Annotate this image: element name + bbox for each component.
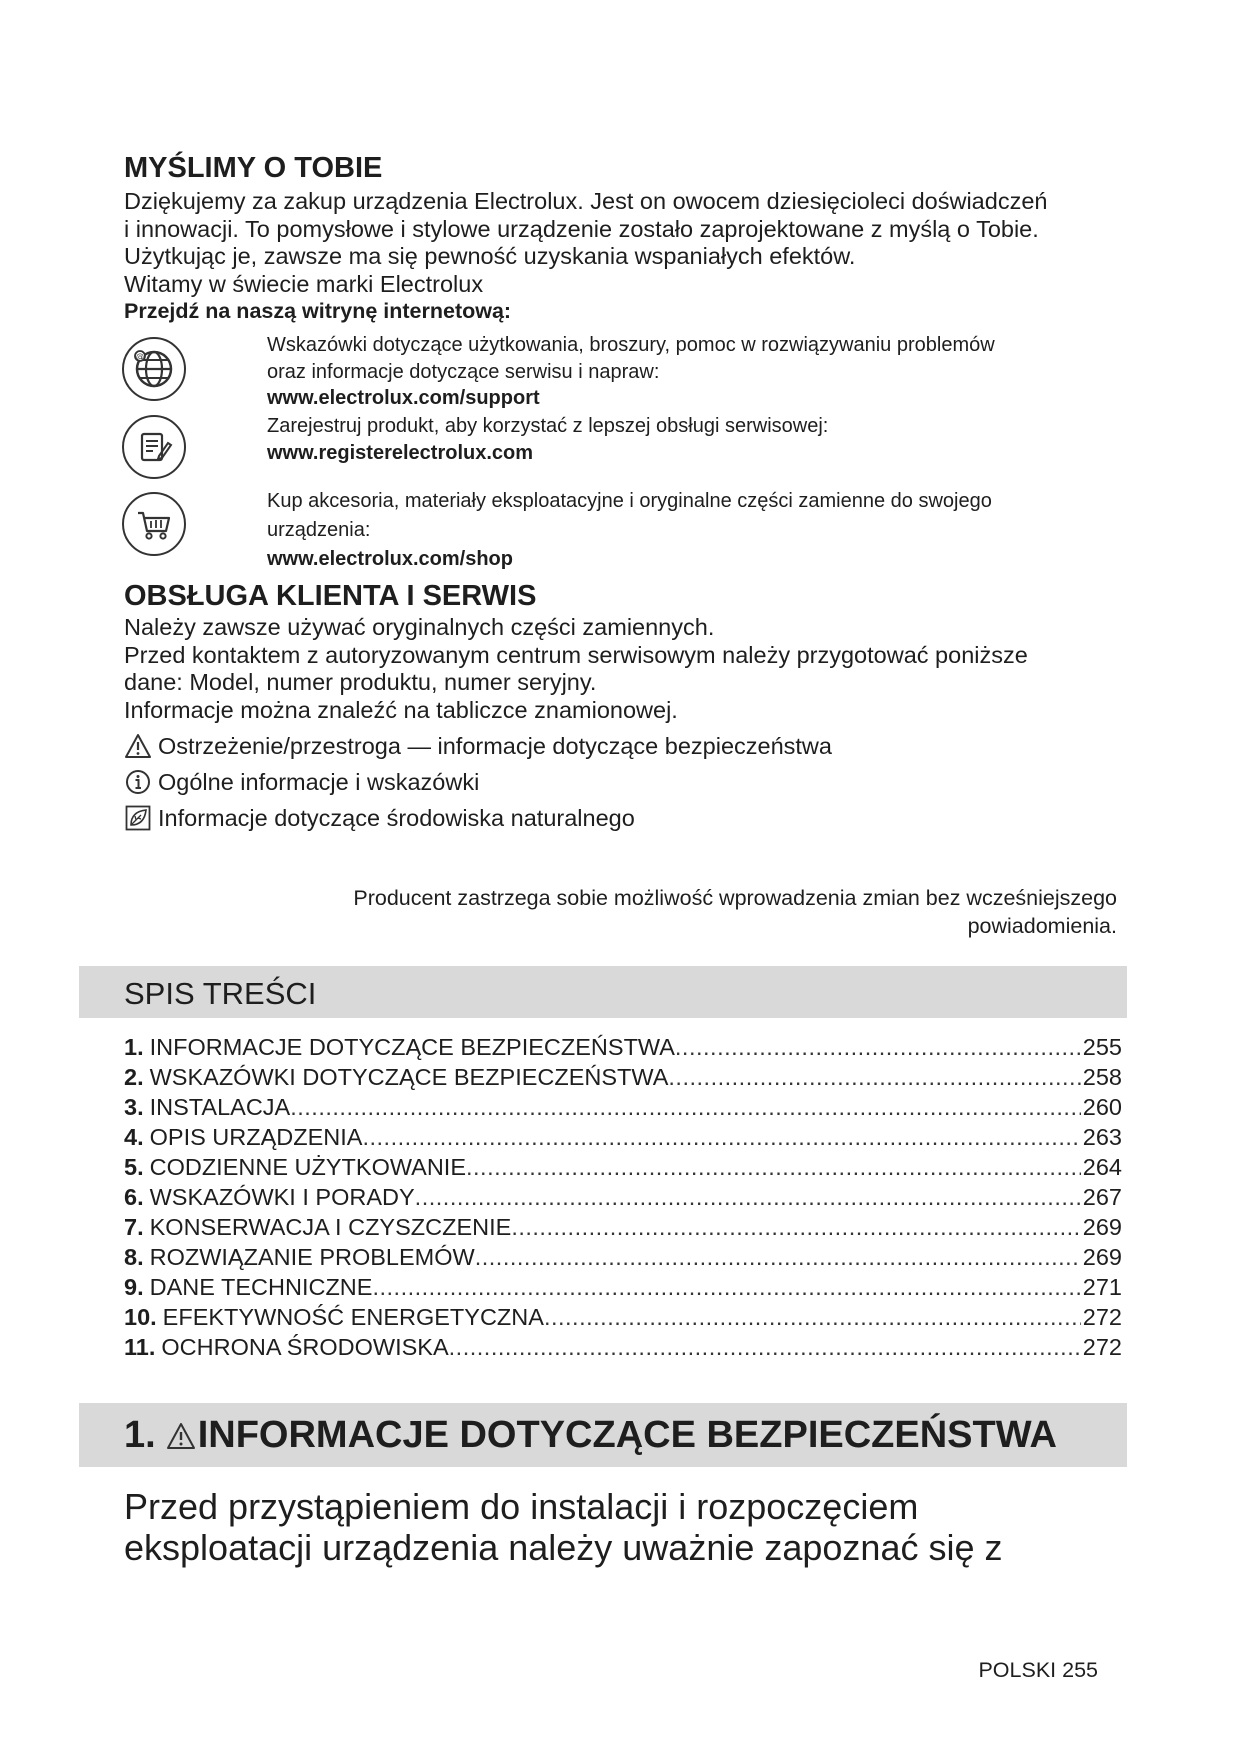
website-prompt: Przejdź na naszą witrynę internetową: [124, 299, 512, 323]
web-link-register [267, 413, 1107, 466]
section1-heading [124, 1414, 1057, 1457]
legend-text: Ogólne informacje i wskazówki [158, 768, 480, 795]
svg-text:@: @ [136, 352, 144, 361]
toc-leader-dots [449, 1332, 1081, 1362]
toc-leader-dots [415, 1182, 1081, 1212]
toc-entry-page: 271 [1082, 1274, 1122, 1300]
toc-entry-page: 272 [1082, 1304, 1122, 1330]
web-link-text: Wskazówki dotyczące użytkowania, broszury, pomoc w rozwiązywaniu problemów [267, 334, 995, 356]
toc-entry[interactable] [124, 1212, 1122, 1242]
toc-entry-page: 258 [1082, 1064, 1122, 1090]
legend-warning [124, 732, 832, 760]
toc-header-band [79, 966, 1127, 1018]
service-line: dane: Model, numer produktu, numer seryjny. [124, 669, 597, 695]
disclaimer [217, 884, 1117, 940]
toc-leader-dots [511, 1212, 1080, 1242]
intro-line: Użytkując je, zawsze ma się pewność uzyskania wspaniałych efektów. [124, 243, 856, 269]
info-circle-icon [124, 768, 152, 796]
warning-triangle-icon [166, 1422, 196, 1450]
web-link-text: oraz informacje dotyczące serwisu i napraw: [267, 360, 660, 383]
toc-entry-label: INSTALACJA [149, 1094, 291, 1120]
service-line: Informacje można znaleźć na tabliczce znamionowej. [124, 696, 678, 723]
toc-entry-number: 3. [124, 1094, 144, 1120]
section1-number: 1. [124, 1414, 156, 1456]
service-title: OBSŁUGA KLIENTA I SERWIS [124, 580, 537, 612]
toc-entry-number: 6. [124, 1184, 144, 1210]
toc-leader-dots [675, 1032, 1081, 1062]
service-text [124, 614, 1124, 724]
web-link-text: Zarejestruj produkt, aby korzystać z lepszej obsługi serwisowej: [267, 415, 829, 437]
toc-entry-label: WSKAZÓWKI DOTYCZĄCE BEZPIECZEŃSTWA [149, 1064, 669, 1090]
toc-entry-label: CODZIENNE UŻYTKOWANIE [149, 1154, 466, 1180]
toc-entry-page: 269 [1082, 1214, 1122, 1240]
toc-entry[interactable] [124, 1302, 1122, 1332]
intro-line: Dziękujemy za zakup urządzenia Electrolux. Jest on owocem dziesięcioleci doświadczeń [124, 188, 1048, 214]
toc-entry[interactable] [124, 1182, 1122, 1212]
toc-entry-page: 255 [1082, 1034, 1122, 1060]
toc-leader-dots [362, 1122, 1080, 1152]
toc-entry-page: 263 [1082, 1124, 1122, 1150]
toc-leader-dots [544, 1302, 1081, 1332]
service-line: Należy zawsze używać oryginalnych części zamiennych. [124, 614, 715, 640]
legend-info [124, 768, 479, 796]
register-document-icon [122, 415, 186, 479]
disclaimer-line: powiadomienia. [967, 914, 1117, 938]
toc-entry-number: 2. [124, 1064, 144, 1090]
toc-entry-label: DANE TECHNICZNE [149, 1274, 373, 1300]
toc-entry-label: OCHRONA ŚRODOWISKA [161, 1334, 449, 1360]
toc-title: SPIS TREŚCI [124, 976, 317, 1011]
leaf-icon [124, 804, 152, 832]
legend-text: Ostrzeżenie/przestroga — informacje dotyczące bezpieczeństwa [158, 732, 832, 759]
section1-intro-line: eksploatacji urządzenia należy uważnie zapoznać się z [124, 1527, 1003, 1568]
web-link-support [267, 332, 1107, 412]
service-line: Przed kontaktem z autoryzowanym centrum serwisowym należy przygotować poniższe [124, 641, 1028, 668]
toc-entry[interactable] [124, 1332, 1122, 1362]
page-footer: POLSKI 255 [978, 1658, 1098, 1682]
toc-entry-page: 260 [1082, 1094, 1122, 1120]
toc-entry[interactable] [124, 1092, 1122, 1122]
toc-entry-page: 272 [1082, 1334, 1122, 1360]
intro-text [124, 188, 1124, 326]
web-link-shop [267, 487, 1107, 574]
toc-entry-number: 7. [124, 1214, 144, 1240]
toc-entry-label: EFEKTYWNOŚĆ ENERGETYCZNA [162, 1304, 544, 1330]
globe-icon [122, 337, 186, 401]
web-link-text: urządzenia: [267, 519, 371, 541]
intro-line: Witamy w świecie marki Electrolux [124, 270, 484, 297]
warning-triangle-icon [124, 732, 152, 760]
toc-entry-page: 264 [1082, 1154, 1122, 1180]
toc-leader-dots [475, 1242, 1081, 1272]
toc-entry-label: KONSERWACJA I CZYSZCZENIE [149, 1214, 512, 1240]
section1-header-band [79, 1403, 1127, 1467]
toc-entry-number: 11. [124, 1334, 156, 1360]
toc-leader-dots [290, 1092, 1081, 1122]
toc-entry-label: WSKAZÓWKI I PORADY [149, 1184, 415, 1210]
toc-entry-number: 1. [124, 1034, 144, 1060]
toc-entry-page: 267 [1082, 1184, 1122, 1210]
legend-text: Informacje dotyczące środowiska naturalnego [158, 804, 635, 831]
toc-entry-number: 8. [124, 1244, 144, 1270]
toc-entry[interactable] [124, 1032, 1122, 1062]
toc-leader-dots [466, 1152, 1081, 1182]
toc-entry-number: 5. [124, 1154, 144, 1180]
toc-entry-number: 4. [124, 1124, 144, 1150]
section1-intro [124, 1486, 1124, 1568]
section1-intro-line: Przed przystąpieniem do instalacji i rozpoczęciem [124, 1486, 919, 1527]
register-link[interactable]: www.registerelectrolux.com [267, 441, 534, 464]
toc-entry-label: OPIS URZĄDZENIA [149, 1124, 363, 1150]
toc-entry[interactable] [124, 1272, 1122, 1302]
toc-entry[interactable] [124, 1062, 1122, 1092]
toc-entry-number: 9. [124, 1274, 144, 1300]
intro-line: i innowacji. To pomysłowe i stylowe urządzenie zostało zaprojektowane z myślą o Tobie. [124, 215, 1039, 242]
shopping-cart-icon [122, 492, 186, 556]
toc-entry-label: INFORMACJE DOTYCZĄCE BEZPIECZEŃSTWA [149, 1034, 675, 1060]
shop-link[interactable]: www.electrolux.com/shop [267, 548, 513, 570]
toc-entry-label: ROZWIĄZANIE PROBLEMÓW [149, 1244, 475, 1270]
support-link[interactable]: www.electrolux.com/support [267, 387, 540, 409]
toc-leader-dots [372, 1272, 1080, 1302]
toc-entry[interactable] [124, 1122, 1122, 1152]
toc-entry[interactable] [124, 1152, 1122, 1182]
toc-entry-page: 269 [1082, 1244, 1122, 1270]
toc-entry[interactable] [124, 1242, 1122, 1272]
web-link-text: Kup akcesoria, materiały eksploatacyjne i oryginalne części zamienne do swojego [267, 490, 992, 512]
disclaimer-line: Producent zastrzega sobie możliwość wprowadzenia zmian bez wcześniejszego [353, 886, 1117, 910]
toc-leader-dots [668, 1062, 1080, 1092]
intro-title: MYŚLIMY O TOBIE [124, 152, 383, 184]
section1-title: INFORMACJE DOTYCZĄCE BEZPIECZEŃSTWA [197, 1414, 1057, 1456]
legend-environment [124, 804, 635, 832]
toc-entry-number: 10. [124, 1304, 157, 1330]
